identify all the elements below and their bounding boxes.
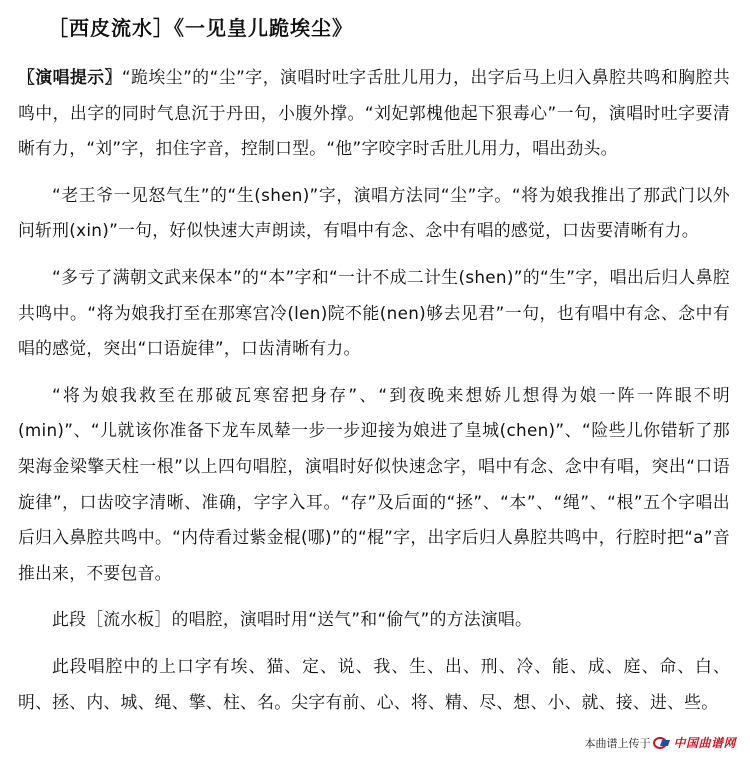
paragraph-1-text: “跪埃尘”的“尘”字，演唱时吐字舌肚儿用力，出字后马上归入鼻腔共鸣和胸腔共鸣中，出字的同时气息沉于丹田，小腹外撑。“刘妃郭槐他起下狠毒心”一句，演唱时吐字要清晰有力，“刘”字，扣住字音，控制口型。“他”字咬字时舌肚儿用力，唱出劲头。 [18,67,730,159]
paragraph-1 [18,60,730,167]
document-body [18,60,730,720]
paragraph-3: “多亏了满朝文武来保本”的“本”字和“一计不成二计生(shen)”的“生”字，唱出后归人鼻腔共鸣中。“将为娘我打至在那寒宫冷(len)院不能(nen)够去见君”一句，也有唱中有念、念中有唱的感觉，突出“口语旋律”，口齿清晰有力。 [18,266,730,359]
upload-footer [584,734,736,751]
site-logo-icon [653,737,671,749]
page-title: ［西皮流水］《一见皇儿跪埃尘》 [48,16,353,40]
site-name: 中国曲谱网 [673,736,736,750]
paragraph-2: “老王爷一见怒气生”的“生(shen)”字，演唱方法同“尘”字。“将为娘我推出了那武门以外问斩刑(xin)”一句，好似快速大声朗读，有唱中有念、念中有唱的感觉，口齿要清晰有力。 [18,184,730,241]
paragraph-4: “将为娘我救至在那破瓦寒窑把身存”、“到夜晚来想娇儿想得为娘一阵一阵眼不明(min)”、“儿就该你准备下龙车凤辇一步一步迎接为娘进了皇城(chen)”、“险些儿你错斩了那架海金梁擎天柱一根”以上四句唱腔，演唱时好似快速念字，唱中有念、念中有唱，突出“口语旋律”，口齿咬字清晰、准确，字字入耳。“存”及后面的“拯”、“本”、“绳”、“根”五个字唱出后归入鼻腔共鸣中。“内侍看过紫金棍(哪)”的“棍”字，出字后归人鼻腔共鸣中，行腔时把“a”音推出来，不要包音。 [18,384,730,583]
site-logo[interactable] [653,734,736,751]
uploaded-text: 本曲谱上传于 [584,736,651,750]
tips-label: 〖演唱提示〗 [18,67,122,87]
paragraph-5: 此段［流水板］的唱腔，演唱时用“送气”和“偷气”的方法演唱。 [52,609,533,630]
paragraph-6: 此段唱腔中的上口字有埃、猫、定、说、我、生、出、刑、冷、能、成、庭、命、白、明、拯、内、城、绳、擎、柱、名。尖字有前、心、将、精、尽、想、小、就、接、进、些。 [18,655,730,712]
